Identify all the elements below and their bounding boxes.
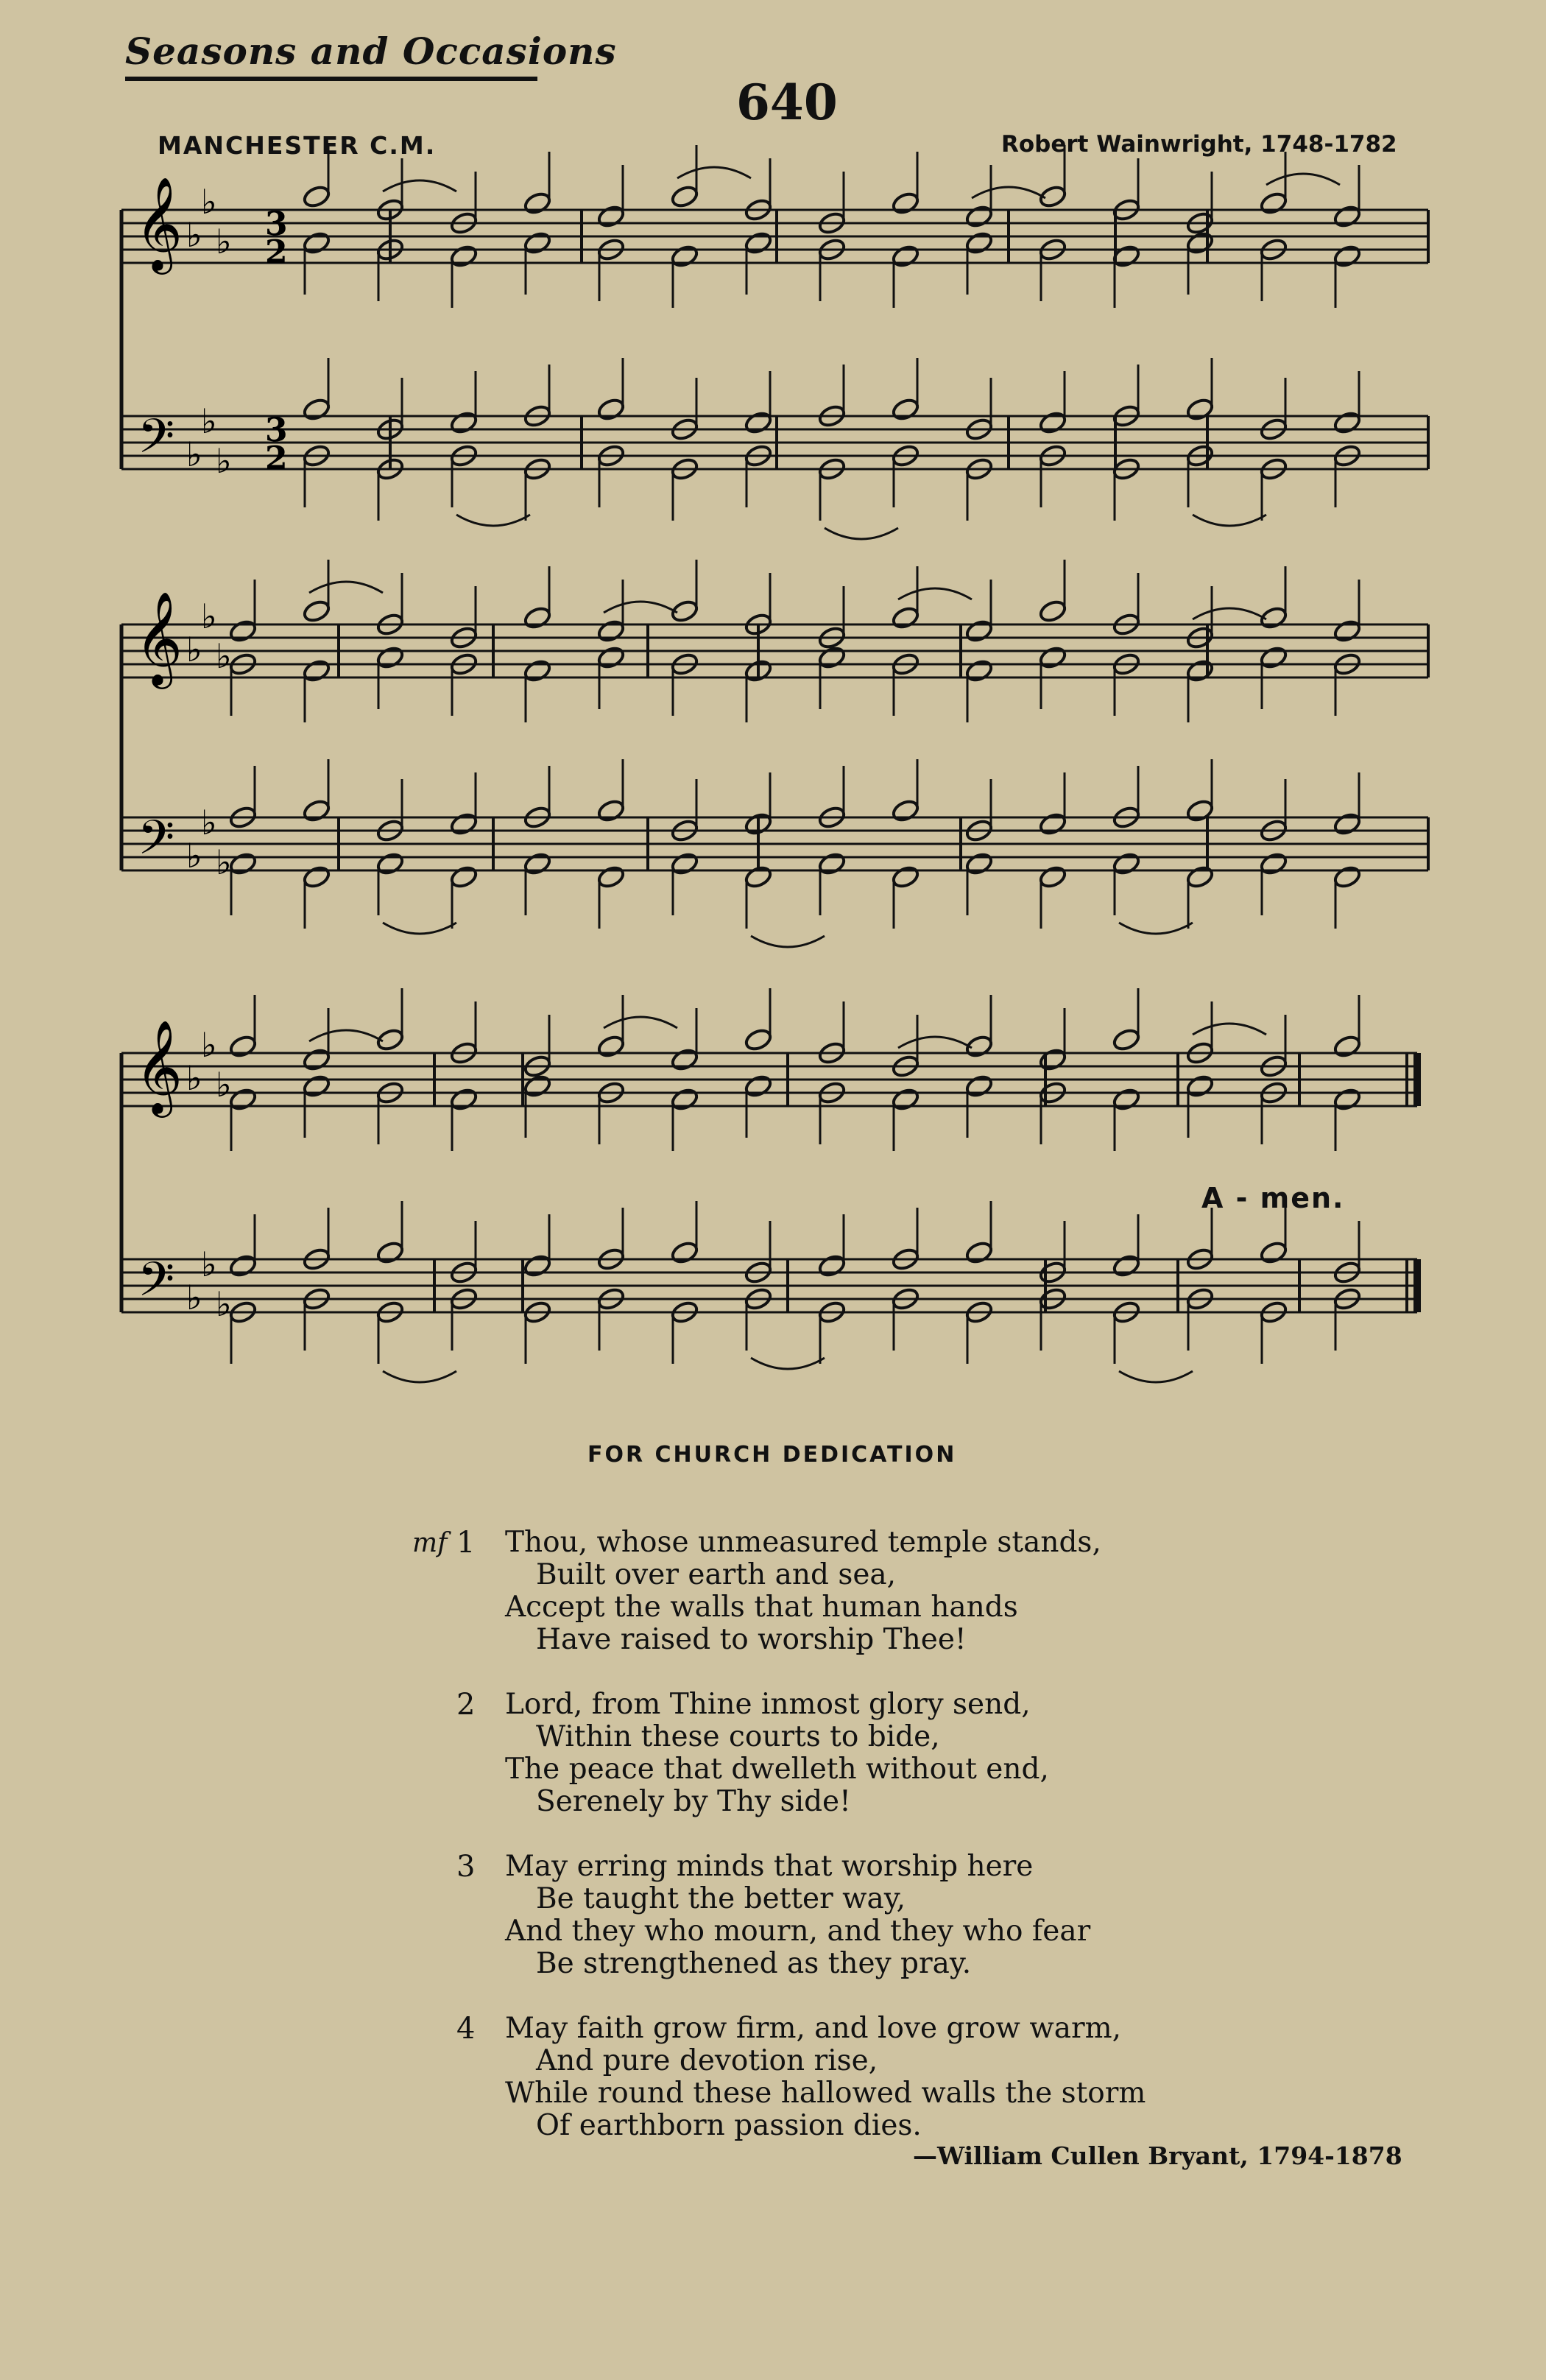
note-head: [375, 1027, 405, 1052]
note-head: [302, 865, 331, 890]
note-head: [891, 865, 920, 890]
composer-credit: Robert Wainwright, 1748-1782: [1001, 131, 1397, 158]
note-head: [1333, 1034, 1362, 1059]
lyric-line: May faith grow firm, and love grow warm,: [505, 2012, 1121, 2045]
note-head: [596, 1034, 626, 1059]
tie-slur: [383, 1371, 456, 1382]
note-head: [1038, 645, 1067, 670]
note-head: [1333, 811, 1362, 837]
tie-slur: [751, 936, 825, 947]
note-head: [891, 191, 920, 216]
note-head: [449, 865, 479, 890]
tie-slur: [1193, 1024, 1266, 1035]
note-head: [1112, 851, 1141, 876]
tie-slur: [751, 1358, 825, 1369]
note-head: [302, 658, 331, 683]
tie-slur: [383, 923, 456, 934]
lyric-line: Be taught the better way,: [536, 1882, 906, 1915]
note-head: [1038, 410, 1067, 435]
note-head: [964, 230, 994, 256]
note-head: [964, 1240, 994, 1265]
note-head: [302, 798, 331, 823]
verse-number: 3: [456, 1850, 476, 1884]
note-head: [670, 1047, 699, 1072]
lyric-line: Serenely by Thy side!: [536, 1785, 851, 1818]
note-head: [1112, 1027, 1141, 1052]
note-head: [1259, 605, 1288, 630]
note-head: [228, 1253, 258, 1278]
note-head: [1112, 1087, 1141, 1112]
note-head: [670, 244, 699, 269]
flat-icon: ♭: [186, 836, 202, 876]
time-signature-icon: 2: [265, 440, 288, 477]
note-head: [449, 811, 479, 837]
flat-icon: ♭: [201, 1025, 217, 1065]
time-signature-icon: 2: [265, 233, 288, 271]
note-head: [744, 230, 773, 256]
lyric-line: May erring minds that worship here: [505, 1850, 1034, 1883]
note-head: [1185, 865, 1215, 890]
note-head: [449, 410, 479, 435]
tie-slur: [309, 1030, 383, 1041]
tie-slur: [1266, 174, 1340, 185]
note-head: [228, 1087, 258, 1112]
note-head: [596, 397, 626, 422]
note-head: [744, 865, 773, 890]
author-credit: —William Cullen Bryant, 1794-1878: [913, 2141, 1402, 2170]
note-head: [1185, 798, 1215, 823]
note-head: [228, 619, 258, 644]
note-head: [964, 851, 994, 876]
note-head: [375, 851, 405, 876]
note-head: [1112, 1253, 1141, 1278]
amen-lyric: A - men.: [1201, 1182, 1345, 1214]
flat-icon: ♭: [201, 182, 217, 222]
flat-icon: ♭: [216, 1284, 232, 1324]
bass-clef-icon: 𝄢: [138, 1253, 175, 1319]
lyric-line: Lord, from Thine inmost glory send,: [505, 1688, 1031, 1721]
note-head: [670, 184, 699, 209]
tie-slur: [972, 187, 1045, 198]
note-head: [1259, 1240, 1288, 1265]
tie-slur: [1119, 923, 1193, 934]
tie-slur: [825, 528, 898, 539]
note-head: [670, 599, 699, 624]
note-head: [523, 230, 552, 256]
flat-icon: ♭: [186, 1278, 202, 1317]
note-head: [523, 1253, 552, 1278]
note-head: [302, 1074, 331, 1099]
flat-icon: ♭: [216, 842, 232, 882]
note-head: [1038, 1047, 1067, 1072]
tie-slur: [677, 167, 751, 178]
note-head: [1185, 1074, 1215, 1099]
note-head: [964, 204, 994, 229]
note-head: [817, 645, 847, 670]
note-head: [1333, 619, 1362, 644]
note-head: [964, 619, 994, 644]
note-head: [1333, 1087, 1362, 1112]
treble-clef-icon: 𝄞: [135, 1019, 183, 1113]
note-head: [302, 230, 331, 256]
bass-clef-icon: 𝄢: [138, 409, 175, 476]
note-head: [744, 410, 773, 435]
flat-icon: ♭: [201, 596, 217, 636]
note-head: [523, 605, 552, 630]
dynamic-marking: mf: [412, 1528, 448, 1558]
bass-clef-icon: 𝄢: [138, 811, 175, 877]
note-head: [596, 645, 626, 670]
lyric-line: Be strengthened as they pray.: [536, 1947, 972, 1980]
tie-slur: [604, 602, 677, 613]
note-head: [228, 851, 258, 876]
treble-clef-icon: 𝄞: [135, 176, 183, 270]
tie-slur: [1119, 1371, 1193, 1382]
tie-slur: [309, 582, 383, 593]
note-head: [523, 1074, 552, 1099]
lyric-line: Built over earth and sea,: [536, 1558, 897, 1591]
note-head: [670, 851, 699, 876]
note-head: [891, 1087, 920, 1112]
flat-icon: ♭: [186, 1058, 202, 1098]
tie-slur: [604, 1017, 677, 1028]
tie-slur: [1193, 608, 1266, 619]
note-head: [1333, 410, 1362, 435]
note-head: [1038, 599, 1067, 624]
note-head: [302, 1047, 331, 1072]
note-head: [302, 397, 331, 422]
note-head: [1259, 191, 1288, 216]
lyric-line: Accept the walls that human hands: [505, 1591, 1018, 1624]
verse-number: 2: [456, 1688, 476, 1722]
note-head: [1333, 244, 1362, 269]
note-head: [302, 599, 331, 624]
flat-icon: ♭: [216, 222, 232, 261]
flat-icon: ♭: [216, 636, 232, 676]
flat-icon: ♭: [186, 215, 202, 255]
note-head: [891, 605, 920, 630]
note-head: [1333, 204, 1362, 229]
note-head: [596, 619, 626, 644]
note-head: [891, 798, 920, 823]
lyric-line: Have raised to worship Thee!: [536, 1623, 967, 1656]
section-title: Seasons and Occasions: [125, 29, 617, 73]
note-head: [596, 865, 626, 890]
lyric-line: While round these hallowed walls the storm: [505, 2077, 1146, 2110]
verse-number: 1: [456, 1526, 476, 1560]
note-head: [817, 851, 847, 876]
note-head: [1259, 645, 1288, 670]
tie-slur: [1193, 515, 1266, 526]
treble-clef-icon: 𝄞: [135, 591, 183, 685]
note-head: [523, 658, 552, 683]
note-head: [964, 1034, 994, 1059]
occasion-heading: FOR CHURCH DEDICATION: [587, 1442, 957, 1468]
tie-slur: [383, 180, 456, 191]
note-head: [817, 1253, 847, 1278]
lyric-line: The peace that dwelleth without end,: [505, 1753, 1049, 1786]
note-head: [1038, 811, 1067, 837]
flat-icon: ♭: [216, 441, 232, 481]
lyric-line: And they who mourn, and they who fear: [505, 1915, 1091, 1948]
note-head: [523, 851, 552, 876]
time-signature-icon: 3: [265, 412, 288, 449]
flat-icon: ♭: [216, 1065, 232, 1105]
lyric-line: Within these courts to bide,: [536, 1720, 940, 1753]
note-head: [302, 184, 331, 209]
note-head: [744, 1027, 773, 1052]
flat-icon: ♭: [201, 803, 217, 842]
note-head: [1185, 230, 1215, 256]
lyric-line: Of earthborn passion dies.: [536, 2109, 922, 2142]
note-head: [449, 244, 479, 269]
note-head: [228, 1034, 258, 1059]
lyric-line: Thou, whose unmeasured temple stands,: [505, 1526, 1101, 1559]
note-head: [964, 658, 994, 683]
tie-slur: [456, 515, 530, 526]
note-head: [375, 645, 405, 670]
note-head: [1185, 658, 1215, 683]
tie-slur: [898, 588, 972, 599]
note-head: [375, 1240, 405, 1265]
note-head: [1333, 865, 1362, 890]
note-head: [670, 1240, 699, 1265]
note-head: [891, 244, 920, 269]
note-head: [670, 1087, 699, 1112]
note-head: [1038, 184, 1067, 209]
tie-slur: [898, 1037, 972, 1048]
flat-icon: ♭: [186, 630, 202, 669]
lyric-line: And pure devotion rise,: [536, 2044, 878, 2077]
note-head: [1185, 397, 1215, 422]
note-head: [523, 191, 552, 216]
flat-icon: ♭: [186, 434, 202, 474]
note-head: [744, 1074, 773, 1099]
time-signature-icon: 3: [265, 205, 288, 243]
note-head: [964, 1074, 994, 1099]
flat-icon: ♭: [201, 401, 217, 441]
note-head: [1259, 851, 1288, 876]
note-head: [891, 397, 920, 422]
hymn-number: 640: [736, 74, 838, 131]
verse-number: 4: [456, 2012, 476, 2046]
note-head: [596, 798, 626, 823]
flat-icon: ♭: [201, 1244, 217, 1284]
tune-name: MANCHESTER C.M.: [158, 131, 437, 160]
note-head: [1038, 865, 1067, 890]
note-head: [449, 1087, 479, 1112]
note-head: [596, 204, 626, 229]
